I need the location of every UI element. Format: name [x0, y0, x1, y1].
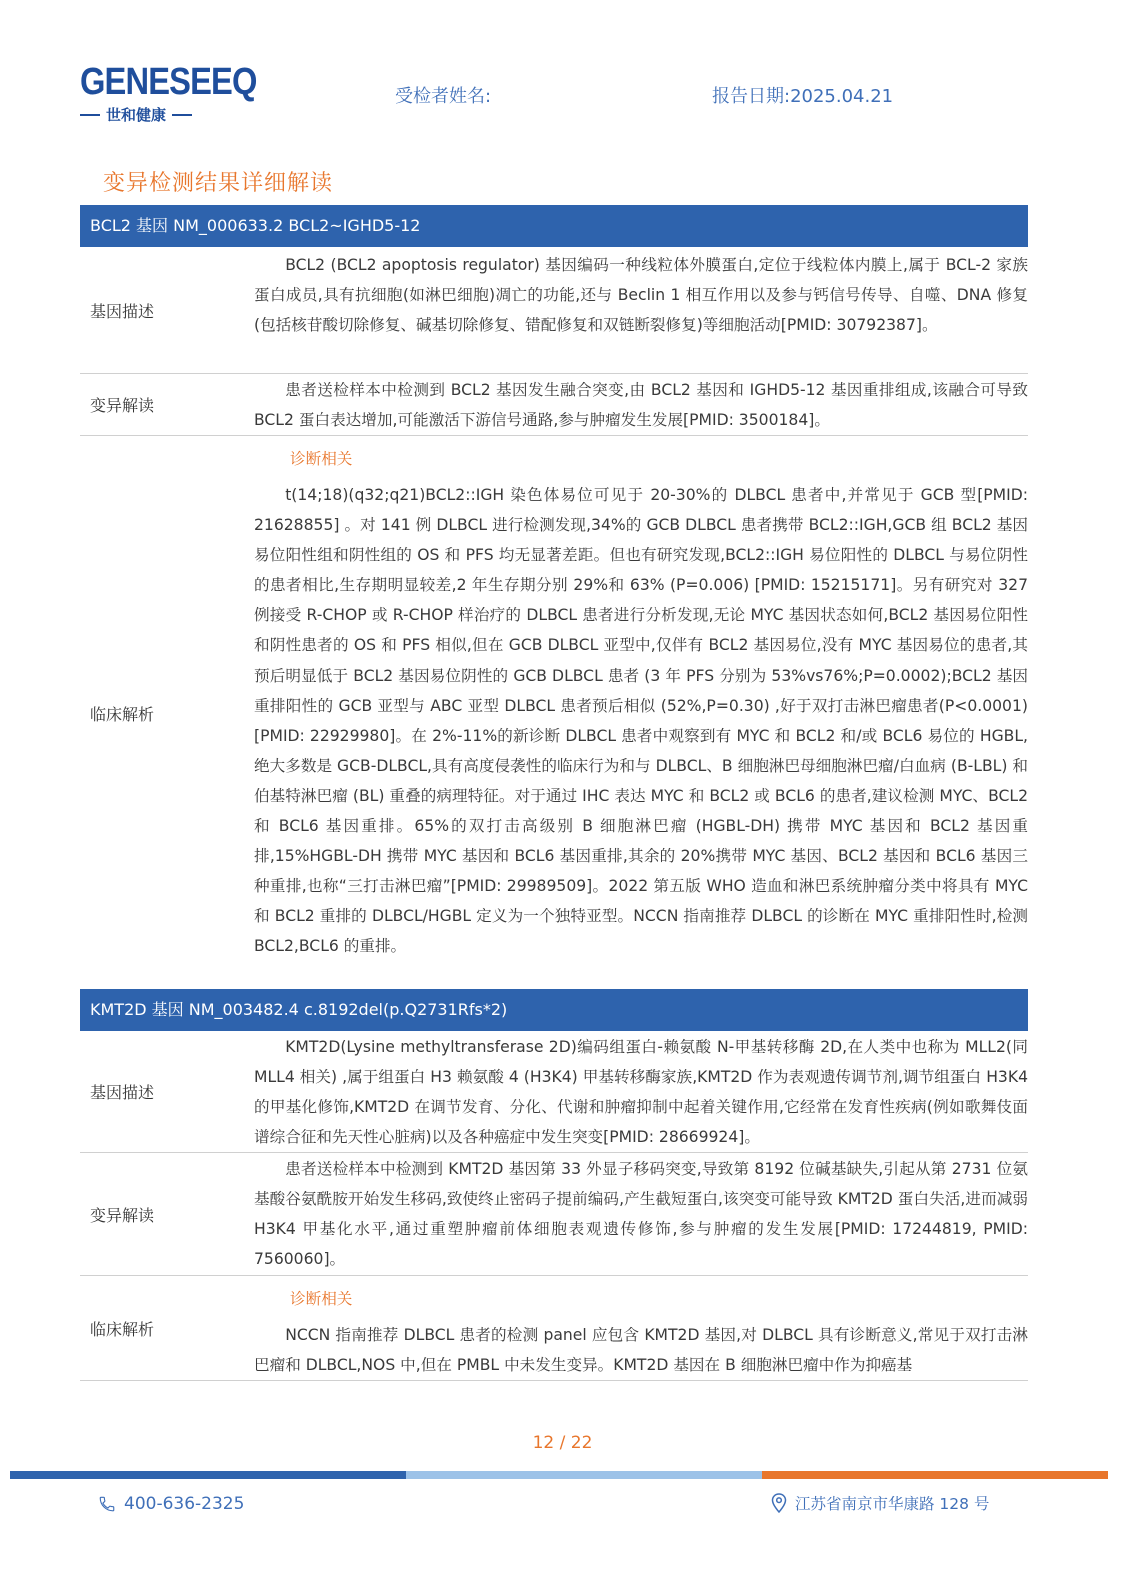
kmt2d-clinical-text: NCCN 指南推荐 DLBCL 患者的检测 panel 应包含 KMT2D 基因,对 DLBCL 具有诊断意义,常见于双打击淋巴瘤和 DLBCL,NOS 中,但在 PMBL 中未发生变异。KMT2D 基因在 B 细胞淋巴瘤中作为抑癌基 — [254, 1326, 1028, 1375]
bcl2-gene-content — [254, 247, 1028, 373]
kmt2d-variant-label: 变异解读 — [90, 1205, 155, 1225]
footer-color-bar — [10, 1471, 1108, 1479]
bcl2-variant-content — [254, 374, 1028, 435]
bcl2-diagnosis-subtitle: 诊断相关 — [290, 450, 353, 468]
footer-phone — [98, 1494, 244, 1514]
bcl2-gene-row — [80, 247, 1028, 374]
bcl2-variant-row — [80, 374, 1028, 436]
bcl2-clinical-row — [80, 436, 1028, 990]
logo-sub-text: 世和健康 — [106, 106, 167, 124]
company-logo — [80, 61, 257, 125]
report-date: 报告日期:2025.04.21 — [712, 86, 894, 107]
bcl2-block — [80, 205, 1028, 990]
bcl2-clinical-text: t(14;18)(q32;q21)BCL2::IGH 染色体易位可见于 20-30%的 DLBCL 患者中,并常见于 GCB 型[PMID: 21628855] 。对 141 例 DLBCL 进行检测发现,34%的 GCB DLBCL 患者携带 BCL2::IGH,GCB 组 BCL2 基因易位阳性组和阴性组的 OS 和 PFS 均无显著差距。但也有研究发现,BCL2::IGH 易位阳性的 DLBCL 与易位阴性的患者相比,生存期明显较差,2 年生存期分别 29%和 63% (P=0.006) [PMID: 15215171]。另有研究对 327 例接受 R-CHOP 或 R-CHOP 样治疗的 DLBCL 患者进行分析发现,无论 MYC 基因状态如何,BCL2 基因易位阳性和阴性患者的 OS 和 PFS 相似,但在 GCB DLBCL 亚型中,仅伴有 BCL2 基因易位,没有 MYC 基因易位的患者,其预后明显低于 BCL2 基因易位阴性的 GCB DLBCL 患者 (3 年 PFS 分别为 53%vs76%;P=0.0002);BCL2 基因重排阳性的 GCB 亚型与 ABC 亚型 DLBCL 患者预后相似 (52%,P=0.30) ,好于双打击淋巴瘤患者(P<0.0001)[PMID: 22929980]。在 2%-11%的新诊断 DLBCL 患者中观察到有 MYC 和 BCL2 和/或 BCL6 易位的 HGBL,绝大多数是 GCB-DLBCL,具有高度侵袭性的临床行为和与 DLBCL、B 细胞淋巴母细胞淋巴瘤/白血病 (B-LBL) 和伯基特淋巴瘤 (BL) 重叠的病理特征。对于通过 IHC 表达 MYC 和 BCL2 或 BCL6 的患者,建议检测 MYC、BCL2 和 BCL6 基因重排。65%的双打击高级别 B 细胞淋巴瘤 (HGBL-DH) 携带 MYC 基因和 BCL2 基因重排,15%HGBL-DH 携带 MYC 基因和 BCL6 基因重排,其余的 20%携带 MYC 基因、BCL2 基因和 BCL6 基因三种重排,也称“三打击淋巴瘤”[PMID: 29989509]。2022 第五版 WHO 造血和淋巴系统肿瘤分类中将具有 MYC 和 BCL2 重排的 DLBCL/HGBL 定义为一个独特亚型。NCCN 指南推荐 DLBCL 的诊断在 MYC 重排阳性时,检测 BCL2,BCL6 的重排。 — [254, 486, 1028, 956]
phone-number: 400-636-2325 — [124, 1494, 245, 1514]
kmt2d-clinical-label: 临床解析 — [90, 1319, 155, 1339]
kmt2d-diagnosis-subtitle: 诊断相关 — [290, 1290, 353, 1308]
kmt2d-block — [80, 989, 1028, 1381]
page-number: 12 / 22 — [532, 1433, 593, 1453]
bcl2-gene-label: 基因描述 — [90, 301, 155, 321]
address-text: 江苏省南京市华康路 128 号 — [795, 1495, 990, 1513]
kmt2d-gene-text: KMT2D(Lysine methyltransferase 2D)编码组蛋白-赖氨酸 N-甲基转移酶 2D,在人类中也称为 MLL2(同 MLL4 相关) ,属于组蛋白 H3 赖氨酸 4 (H3K4) 甲基转移酶家族,KMT2D 作为表观遗传调节剂,调节组蛋白 H3K4 的甲基化修饰,KMT2D 在调节发育、分化、代谢和肿瘤抑制中起着关键作用,它经常在发育性疾病(例如歌舞伎面谱综合征和先天性心脏病)以及各种癌症中发生突变[PMID: 28669924]。 — [254, 1038, 1028, 1147]
kmt2d-gene-row — [80, 1031, 1028, 1153]
bcl2-clinical-content — [254, 436, 1028, 990]
footer-bar-lightblue — [406, 1471, 762, 1479]
kmt2d-gene-label: 基因描述 — [90, 1083, 155, 1102]
section-title: 变异检测结果详细解读 — [103, 171, 334, 196]
footer-bar-orange — [762, 1471, 1108, 1479]
patient-name-label: 受检者姓名: — [395, 86, 492, 107]
logo-subtitle — [80, 104, 220, 125]
footer-bar-blue — [10, 1471, 406, 1479]
phone-icon — [98, 1495, 116, 1513]
kmt2d-header-bar: KMT2D 基因 NM_003482.4 c.8192del(p.Q2731Rfs*2) — [80, 989, 1028, 1031]
bcl2-clinical-label: 临床解析 — [90, 704, 155, 724]
bcl2-gene-text: BCL2 (BCL2 apoptosis regulator) 基因编码一种线粒体外膜蛋白,定位于线粒体内膜上,属于 BCL-2 家族蛋白成员,具有抗细胞(如淋巴细胞)凋亡的功能,还与 Beclin 1 相互作用以及参与钙信号传导、自噬、DNA 修复(包括核苷酸切除修复、碱基切除修复、错配修复和双链断裂修复)等细胞活动[PMID: 30792387]。 — [254, 256, 1028, 335]
logo-text: GENESEEQ — [80, 61, 257, 103]
footer-address — [771, 1492, 989, 1514]
logo-line-left — [80, 114, 100, 116]
bcl2-variant-label: 变异解读 — [90, 396, 155, 415]
kmt2d-variant-row — [80, 1153, 1028, 1276]
bcl2-header-bar: BCL2 基因 NM_000633.2 BCL2~IGHD5-12 — [80, 205, 1028, 247]
kmt2d-gene-content — [254, 1031, 1028, 1152]
kmt2d-variant-content — [254, 1153, 1028, 1275]
kmt2d-clinical-row — [80, 1276, 1028, 1381]
kmt2d-variant-text: 患者送检样本中检测到 KMT2D 基因第 33 外显子移码突变,导致第 8192 位碱基缺失,引起从第 2731 位氨基酸谷氨酰胺开始发生移码,致使终止密码子提前编码,产生截短蛋白,该突变可能导致 KMT2D 蛋白失活,进而减弱 H3K4 甲基化水平,通过重塑肿瘤前体细胞表观遗传修饰,参与肿瘤的发生发展[PMID: 17244819, PMID: 7560060]。 — [254, 1160, 1028, 1269]
bcl2-variant-text: 患者送检样本中检测到 BCL2 基因发生融合突变,由 BCL2 基因和 IGHD5-12 基因重排组成,该融合可导致 BCL2 蛋白表达增加,可能激活下游信号通路,参与肿瘤发生发展[PMID: 3500184]。 — [254, 381, 1028, 430]
location-pin-icon — [771, 1493, 787, 1513]
logo-line-right — [172, 114, 192, 116]
kmt2d-clinical-content — [254, 1276, 1028, 1380]
